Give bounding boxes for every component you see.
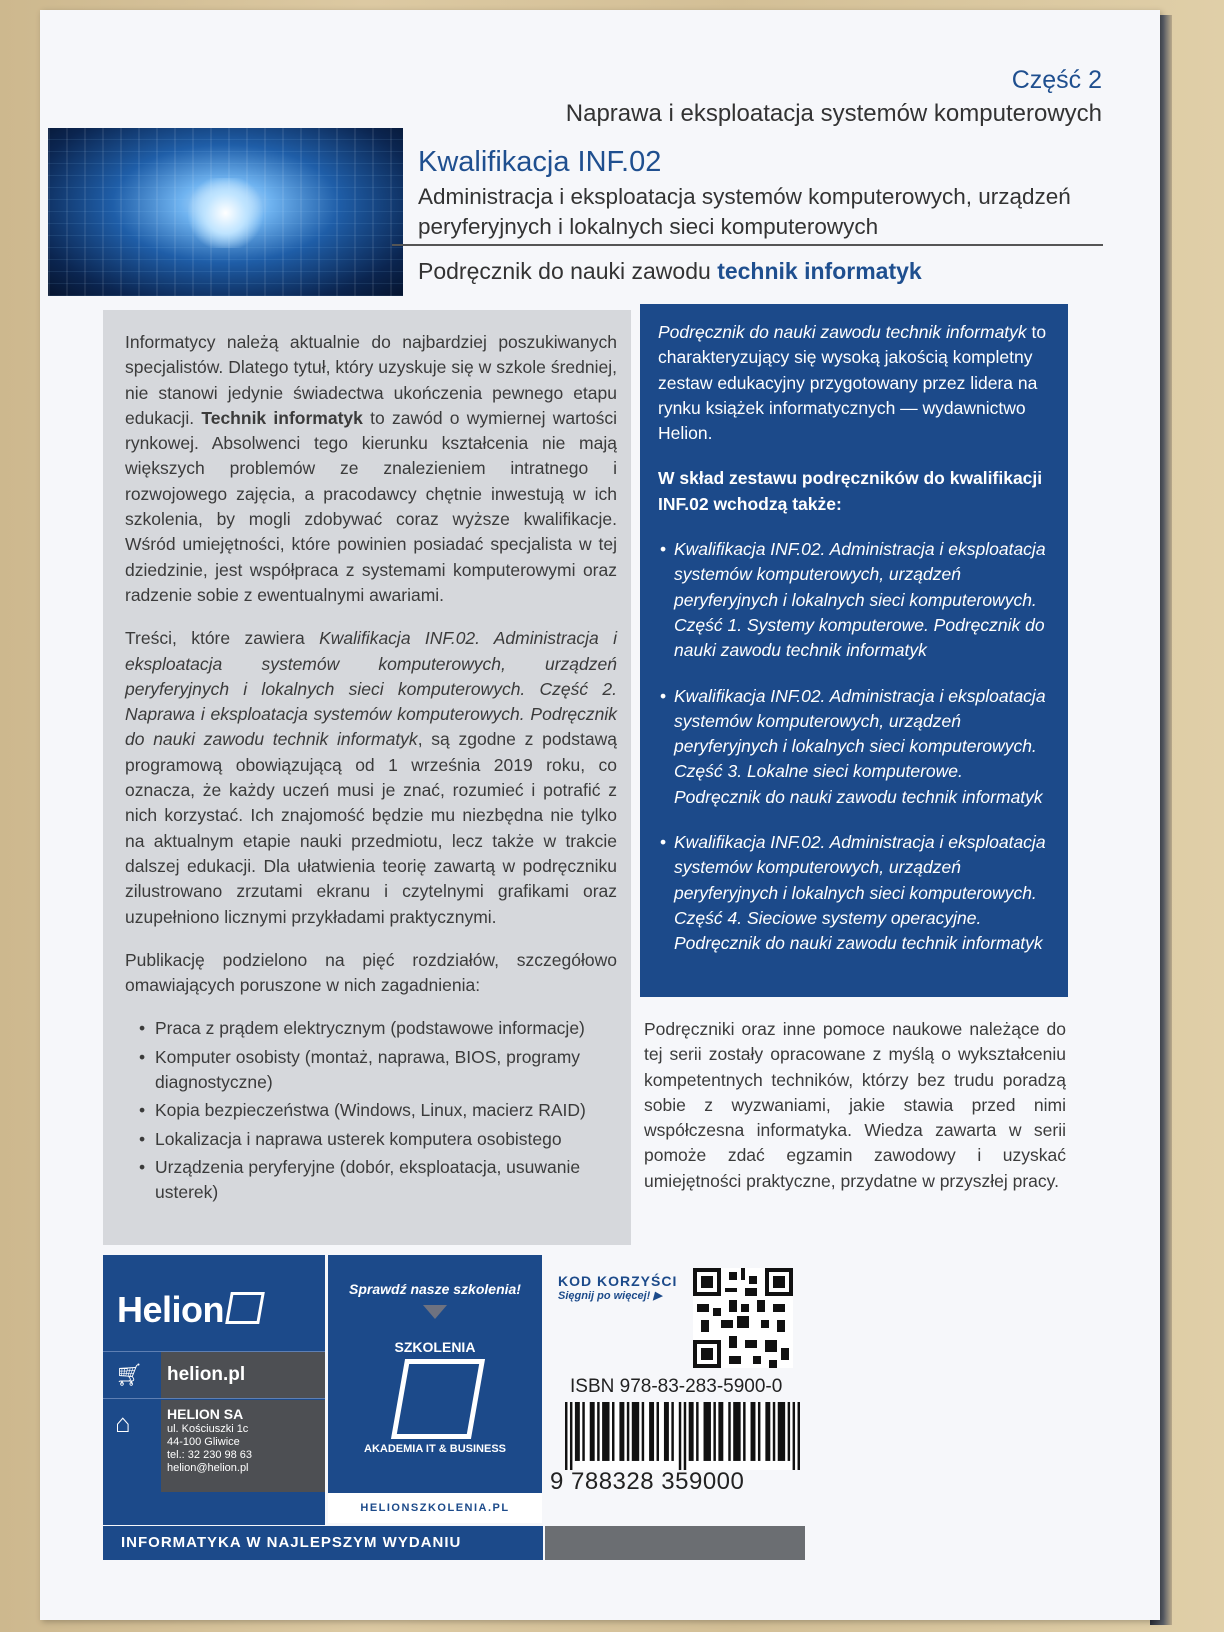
barcode — [565, 1402, 800, 1470]
training-url[interactable]: HELIONSZKOLENIA.PL — [328, 1493, 542, 1523]
content-paragraph — [125, 626, 617, 930]
content-text-a: Treści, które zawiera — [125, 628, 305, 649]
home-icon: ⌂ — [115, 1408, 131, 1438]
publisher-block — [103, 1255, 325, 1525]
qr-code[interactable] — [693, 1268, 793, 1368]
series-intro-italic: Podręcznik do nauki zawodu technik informatyk — [658, 322, 1027, 342]
address-line: 44-100 Gliwice — [167, 1436, 240, 1448]
barcode-number: 9 788328 359000 — [550, 1468, 745, 1495]
list-item: • Lokalizacja i naprawa usterek komputera osobistego — [139, 1127, 617, 1152]
benefit-code-title: KOD KORZYŚCI — [558, 1273, 678, 1289]
intro-text-a: Informatycy należą aktualnie do najbardziej poszukiwanych specjalistów. Dlatego tytuł, który uzyskuje się w szkole średniej, nie stanowi jedynie świadectwa ukończenia pewnego etapu edukacji. — [125, 332, 617, 428]
intro-bold: Technik informatyk — [201, 407, 363, 428]
handbook-profession: technik informatyk — [717, 258, 922, 284]
isbn-number: ISBN 978-83-283-5900-0 — [570, 1376, 783, 1397]
list-item: • Kwalifikacja INF.02. Administracja i eksploatacja systemów komputerowych, urządzeń peryferyjnych i lokalnych sieci komputerowych. Część 3. Lokalne sieci komputerowe. Podręcznik do nauki zawodu technik informatyk — [658, 684, 1054, 810]
qualification-title: Kwalifikacja INF.02 — [418, 146, 662, 178]
training-name: SZKOLENIA — [394, 1339, 476, 1355]
company-name: HELION SA — [167, 1406, 244, 1422]
training-cta: Sprawdź nasze szkolenia! — [349, 1281, 521, 1297]
chapters-paragraph: Publikację podzielono na pięć rozdziałów, szczegółowo omawiających poruszone w nich zagadnienia: — [125, 949, 617, 996]
light-glow — [188, 178, 263, 248]
series-intro — [658, 320, 1054, 446]
series-list — [658, 537, 1054, 956]
qualification-description: Administracja i eksploatacja systemów komputerowych, urządzeń peryferyjnych i lokalnych sieci komputerowych — [418, 184, 1071, 239]
part-subtitle: Naprawa i eksploatacja systemów komputerowych — [565, 100, 1102, 127]
list-item: • Kwalifikacja INF.02. Administracja i eksploatacja systemów komputerowych, urządzeń peryferyjnych i lokalnych sieci komputerowych. Część 1. Systemy komputerowe. Podręcznik do nauki zawodu technik informatyk — [658, 537, 1054, 663]
list-item: • Urządzenia peryferyjne (dobór, eksploatacja, usuwanie usterek) — [139, 1155, 617, 1206]
chapters-list — [125, 1016, 617, 1205]
website-row — [103, 1351, 325, 1399]
list-item: • Kopia bezpieczeństwa (Windows, Linux, macierz RAID) — [139, 1098, 617, 1123]
company-address — [161, 1400, 325, 1492]
list-item: • Kwalifikacja INF.02. Administracja i eksploatacja systemów komputerowych, urządzeń peryferyjnych i lokalnych sieci komputerowych. Część 4. Sieciowe systemy operacyjne. Podręcznik do nauki zawodu technik informatyk — [658, 830, 1054, 956]
tagline: INFORMATYKA W NAJLEPSZYM WYDANIU — [103, 1526, 543, 1560]
address-line: tel.: 32 230 98 63 — [167, 1449, 253, 1461]
handbook-line — [418, 258, 922, 285]
series-heading-text: W skład zestawu podręczników do kwalifikacji INF.02 wchodzą także: — [658, 468, 1043, 514]
arrow-down-icon — [423, 1305, 447, 1319]
list-item: • Komputer osobisty (montaż, naprawa, BIOS, programy diagnostyczne) — [139, 1045, 617, 1096]
benefit-code — [558, 1273, 677, 1302]
benefit-code-sub: Sięgnij po więcej! ▶ — [558, 1290, 662, 1302]
brand-name: Helion — [117, 1289, 225, 1330]
training-block — [328, 1255, 542, 1493]
address-line: helion@helion.pl — [167, 1462, 249, 1474]
intro-paragraph — [125, 330, 617, 608]
content-text-b: , są zgodne z podstawą programową obowiązującą od 1 września 2019 roku, co oznacza, że każdy uczeń musi je znać, rozumieć i potrafić z nich korzystać. Ich znajomość będzie mu niezbędna nie tylko na aktualnym etapie nauki przedmiotu, lecz także w trakcie dalszej edukacji. Dla ułatwienia teorię zawartą w podręczniku zilustrowano zrzutami ekranu i czytelnymi grafikami oraz uzupełniono licznymi przykładami praktycznymi. — [125, 729, 618, 927]
series-intro-rest: to charakteryzujący się wysoką jakością kompletny zestaw edukacyjny przygotowany przez lidera na rynku książek informatycznych — wydawnictwo Helion. — [658, 322, 1047, 444]
address-line: ul. Kościuszki 1c — [167, 1423, 249, 1435]
series-panel — [640, 304, 1068, 997]
content-italic: Kwalifikacja INF.02. Administracja i eksploatacja systemów komputerowych, urządzeń peryferyjnych i lokalnych sieci komputerowych. Część 2. Naprawa i eksploatacja systemów komputerowych. Podręcznik do nauki zawodu technik informatyk — [125, 628, 617, 750]
description-panel — [103, 310, 631, 1245]
list-item: • Praca z prądem elektrycznym (podstawowe informacje) — [139, 1016, 617, 1041]
handbook-prefix: Podręcznik do nauki zawodu — [418, 258, 711, 284]
training-academy: AKADEMIA IT & BUSINESS — [364, 1443, 506, 1455]
helion-logo — [117, 1289, 262, 1331]
footer-gray-bar — [545, 1526, 805, 1560]
training-logo-icon — [391, 1359, 485, 1439]
header-divider — [392, 244, 1103, 246]
series-summary: Podręczniki oraz inne pomoce naukowe należące do tej serii zostały opracowane z myślą o wykształceniu kompetentnych techników, którzy bez trudu poradzą sobie z wyzwaniami, jakie stawia przed nimi współczesna informatyka. Wiedza zawarta w serii pomoże zdać egzamin zawodowy i uzyskać umiejętności praktyczne, przydatne w przyszłej pracy. — [644, 1019, 1066, 1191]
helion-mark-icon — [225, 1292, 265, 1324]
intro-text-b: to zawód o wymiernej wartości rynkowej. Absolwenci tego kierunku kształcenia nie mają większych problemów ze znalezieniem intratnego i rozwojowego zajęcia, a pracodawcy chętnie inwestują w ich szkolenia, by mogli zdobywać coraz wyższe kwalifikacje. Wśród umiejętności, które powinien posiadać specjalista w tej dziedzinie, jest współpraca z systemami komputerowymi oraz radzenie sobie z ewentualnymi awariami. — [125, 407, 617, 605]
series-heading — [658, 466, 1054, 517]
address-row — [103, 1400, 325, 1492]
part-label: Część 2 — [1011, 66, 1102, 94]
server-room-image — [48, 128, 403, 296]
book-back-cover — [40, 10, 1160, 1620]
shopping-cart-icon: 🛒︎ — [115, 1362, 143, 1387]
website-link[interactable]: helion.pl — [161, 1352, 325, 1398]
